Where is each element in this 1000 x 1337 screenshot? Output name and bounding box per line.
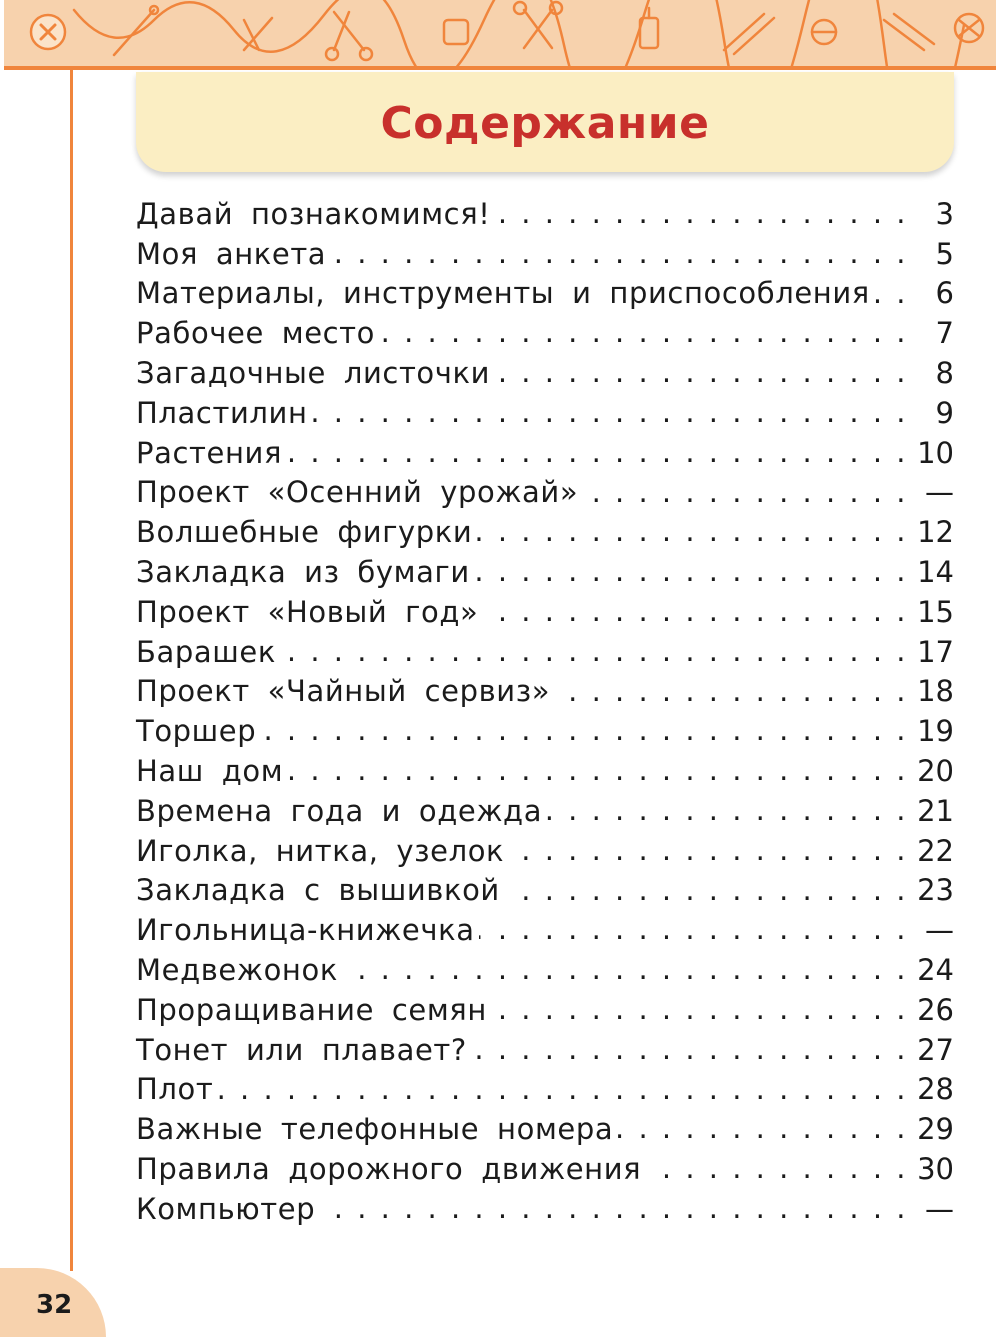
toc-entry[interactable] — [136, 751, 954, 791]
toc-entry[interactable] — [136, 512, 954, 552]
toc-entry[interactable] — [136, 1030, 954, 1070]
toc-entry[interactable] — [136, 552, 954, 592]
toc-entry-page: — — [908, 475, 954, 509]
toc-entry[interactable] — [136, 234, 954, 274]
toc-entry[interactable] — [136, 831, 954, 871]
toc-entry-title: Иголка, нитка, узелок — [136, 834, 508, 868]
toc-entry-title: Проект «Новый год» — [136, 595, 482, 629]
toc-entry-page: 20 — [908, 754, 954, 788]
toc-leader-dots — [330, 234, 908, 274]
toc-leader-dots — [379, 313, 908, 353]
toc-entry-title: Растения — [136, 436, 286, 470]
toc-entry-title: Давай познакомимся! — [136, 197, 495, 231]
toc-entry-page: 19 — [908, 714, 954, 748]
toc-entry[interactable] — [136, 632, 954, 672]
page-title: Содержание — [380, 98, 710, 149]
toc-entry-title: Торшер — [136, 714, 260, 748]
toc-entry-page: 21 — [908, 794, 954, 828]
toc-entry-title: Времена года и одежда — [136, 794, 546, 828]
toc-entry[interactable] — [136, 592, 954, 632]
toc-entry-title: Барашек — [136, 635, 280, 669]
toc-entry-title: Проект «Осенний урожай» — [136, 475, 582, 509]
toc-entry-page: — — [908, 913, 954, 947]
toc-entry-page: 24 — [908, 953, 954, 987]
toc-entry-page: 5 — [908, 237, 954, 271]
toc-entry-page: 23 — [908, 873, 954, 907]
toc-entry-title: Моя анкета — [136, 237, 330, 271]
toc-entry[interactable] — [136, 1189, 954, 1229]
left-margin-rule — [70, 66, 73, 1271]
toc-entry-page: 9 — [908, 396, 954, 430]
toc-entry-page: 22 — [908, 834, 954, 868]
toc-entry-title: Правила дорожного движения — [136, 1152, 645, 1186]
toc-entry-page: — — [908, 1192, 954, 1226]
toc-entry-page: 18 — [908, 674, 954, 708]
toc-leader-dots — [280, 632, 908, 672]
toc-leader-dots — [491, 990, 908, 1030]
toc-leader-dots — [476, 512, 908, 552]
toc-entry-title: Игольница-книжечка — [136, 913, 479, 947]
craft-tools-pattern — [4, 0, 996, 66]
toc-entry-page: 10 — [908, 436, 954, 470]
toc-entry-page: 15 — [908, 595, 954, 629]
toc-entry[interactable] — [136, 871, 954, 911]
toc-entry-page: 8 — [908, 356, 954, 390]
toc-entry[interactable] — [136, 1109, 954, 1149]
toc-entry-page: 7 — [908, 316, 954, 350]
close-icon — [28, 12, 68, 52]
toc-entry-title: Волшебные фигурки — [136, 515, 476, 549]
toc-entry-page: 3 — [908, 197, 954, 231]
toc-leader-dots — [471, 1030, 908, 1070]
top-banner — [4, 0, 996, 70]
toc-entry-title: Плот — [136, 1072, 217, 1106]
toc-leader-dots — [645, 1149, 908, 1189]
toc-leader-dots — [319, 1189, 908, 1229]
toc-entry[interactable] — [136, 473, 954, 513]
toc-leader-dots — [287, 751, 908, 791]
toc-leader-dots — [479, 910, 908, 950]
toc-leader-dots — [504, 871, 908, 911]
toc-leader-dots — [217, 1070, 908, 1110]
toc-leader-dots — [617, 1109, 908, 1149]
toc-leader-dots — [554, 672, 908, 712]
toc-entry[interactable] — [136, 672, 954, 712]
toc-entry-title: Медвежонок — [136, 953, 342, 987]
toc-entry[interactable] — [136, 950, 954, 990]
toc-leader-dots — [286, 433, 908, 473]
toc-entry-title: Материалы, инструменты и приспособления — [136, 276, 874, 310]
toc-leader-dots — [874, 274, 908, 314]
toc-entry-title: Проращивание семян — [136, 993, 491, 1027]
toc-entry-title: Важные телефонные номера — [136, 1112, 617, 1146]
toc-entry-title: Тонет или плавает? — [136, 1033, 471, 1067]
table-of-contents — [136, 194, 954, 1229]
title-box — [136, 72, 954, 172]
toc-entry-title: Пластилин — [136, 396, 312, 430]
toc-entry-title: Закладка с вышивкой — [136, 873, 504, 907]
toc-leader-dots — [260, 711, 908, 751]
toc-entry-title: Проект «Чайный сервиз» — [136, 674, 554, 708]
toc-leader-dots — [342, 950, 908, 990]
toc-entry[interactable] — [136, 910, 954, 950]
toc-entry[interactable] — [136, 353, 954, 393]
toc-leader-dots — [494, 353, 908, 393]
toc-leader-dots — [482, 592, 908, 632]
toc-entry[interactable] — [136, 1070, 954, 1110]
toc-entry-page: 6 — [908, 276, 954, 310]
toc-leader-dots — [474, 552, 908, 592]
toc-entry[interactable] — [136, 313, 954, 353]
toc-entry-title: Рабочее место — [136, 316, 379, 350]
toc-entry-title: Загадочные листочки — [136, 356, 494, 390]
toc-entry-title: Закладка из бумаги — [136, 555, 474, 589]
toc-entry[interactable] — [136, 274, 954, 314]
toc-leader-dots — [508, 831, 908, 871]
toc-entry-page: 27 — [908, 1033, 954, 1067]
toc-entry[interactable] — [136, 1149, 954, 1189]
toc-entry-page: 12 — [908, 515, 954, 549]
toc-entry[interactable] — [136, 711, 954, 751]
toc-entry[interactable] — [136, 791, 954, 831]
toc-entry[interactable] — [136, 393, 954, 433]
toc-leader-dots — [495, 194, 909, 234]
toc-entry-page: 30 — [908, 1152, 954, 1186]
toc-entry-title: Компьютер — [136, 1192, 319, 1226]
toc-entry[interactable] — [136, 990, 954, 1030]
toc-entry-page: 28 — [908, 1072, 954, 1106]
toc-entry-page: 26 — [908, 993, 954, 1027]
toc-entry-page: 14 — [908, 555, 954, 589]
toc-entry[interactable] — [136, 194, 954, 234]
toc-leader-dots — [546, 791, 908, 831]
toc-entry-page: 29 — [908, 1112, 954, 1146]
toc-entry-title: Наш дом — [136, 754, 287, 788]
page-number: 32 — [36, 1290, 73, 1320]
toc-entry[interactable] — [136, 433, 954, 473]
toc-leader-dots — [312, 393, 908, 433]
toc-entry-page: 17 — [908, 635, 954, 669]
toc-leader-dots — [582, 473, 908, 513]
